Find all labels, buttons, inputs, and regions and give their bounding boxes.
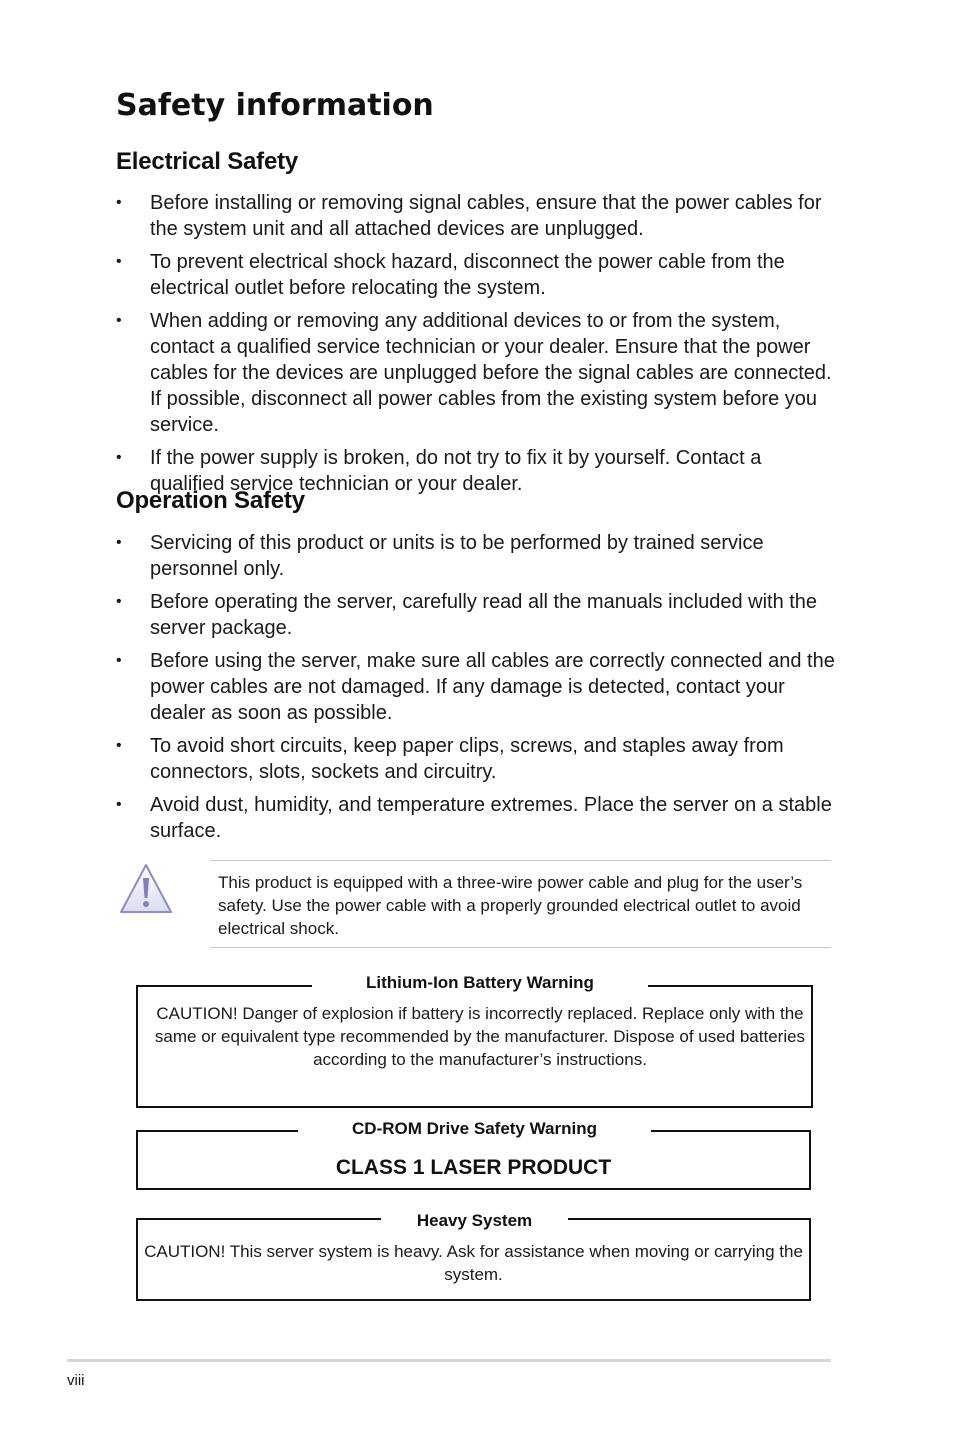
battery-warning-title: Lithium-Ion Battery Warning (312, 973, 648, 993)
electrical-safety-list (116, 190, 836, 504)
list-item (116, 249, 836, 301)
list-item (116, 648, 836, 726)
warning-triangle-icon (118, 862, 174, 916)
list-item (116, 733, 836, 785)
list-item-text: Before installing or removing signal cables, ensure that the power cables for the system unit and all attached devices are unplugged. (150, 192, 822, 240)
cdrom-warning-text: CLASS 1 LASER PRODUCT (335, 1156, 612, 1179)
footer-divider (67, 1359, 831, 1362)
bullet-icon: • (116, 796, 122, 813)
list-item-text: Servicing of this product or units is to be performed by trained service personnel only. (150, 532, 764, 580)
page-title: Safety information (116, 88, 434, 123)
list-item-text: Before using the server, make sure all cables are correctly connected and the power cables are not damaged. If any damage is detected, contact your dealer as soon as possible. (150, 650, 835, 724)
operation-safety-list (116, 530, 836, 851)
list-item-text: If the power supply is broken, do not try to fix it by yourself. Contact a qualified service technician or your dealer. (150, 447, 762, 495)
battery-warning-text: CAUTION! Danger of explosion if battery is incorrectly replaced. Replace only with the same or equivalent type recommended by the manufacturer. Dispose of used batteries according to the manufacturer’s instructions. (154, 1004, 806, 1069)
bullet-icon: • (116, 593, 122, 610)
bullet-icon: • (116, 449, 122, 466)
operation-safety-heading: Operation Safety (116, 487, 305, 514)
page-number: viii (67, 1372, 85, 1389)
list-item-text: Before operating the server, carefully read all the manuals included with the server package. (150, 591, 818, 639)
bullet-icon: • (116, 312, 122, 329)
electrical-safety-heading: Electrical Safety (116, 148, 299, 175)
note-box (210, 860, 831, 948)
list-item (116, 530, 836, 582)
list-item-text: Avoid dust, humidity, and temperature extremes. Place the server on a stable surface. (150, 794, 832, 842)
bullet-icon: • (116, 253, 122, 270)
list-item (116, 190, 836, 242)
bullet-icon: • (116, 194, 122, 211)
bullet-icon: • (116, 737, 122, 754)
list-item-text: When adding or removing any additional devices to or from the system, contact a qualified service technician or your dealer. Ensure that the power cables for the devices are unplugged before the signal cables are connected. If possible, disconnect all power cables from the existing system before you service. (150, 310, 832, 436)
note-text: This product is equipped with a three-wire power cable and plug for the user’s safety. Use the power cable with a properly grounded electrical outlet to avoid electrical shock. (218, 873, 803, 938)
bullet-icon: • (116, 534, 122, 551)
list-item (116, 589, 836, 641)
list-item-text: To avoid short circuits, keep paper clips, screws, and staples away from connectors, slots, sockets and circuitry. (150, 735, 784, 783)
list-item-text: To prevent electrical shock hazard, disconnect the power cable from the electrical outlet before relocating the system. (150, 251, 785, 299)
list-item (116, 792, 836, 844)
list-item (116, 308, 836, 438)
heavy-system-title: Heavy System (381, 1211, 568, 1231)
cdrom-warning-title: CD-ROM Drive Safety Warning (298, 1119, 651, 1139)
heavy-system-text: CAUTION! This server system is heavy. Ask for assistance when moving or carrying the system. (144, 1242, 803, 1284)
bullet-icon: • (116, 652, 122, 669)
